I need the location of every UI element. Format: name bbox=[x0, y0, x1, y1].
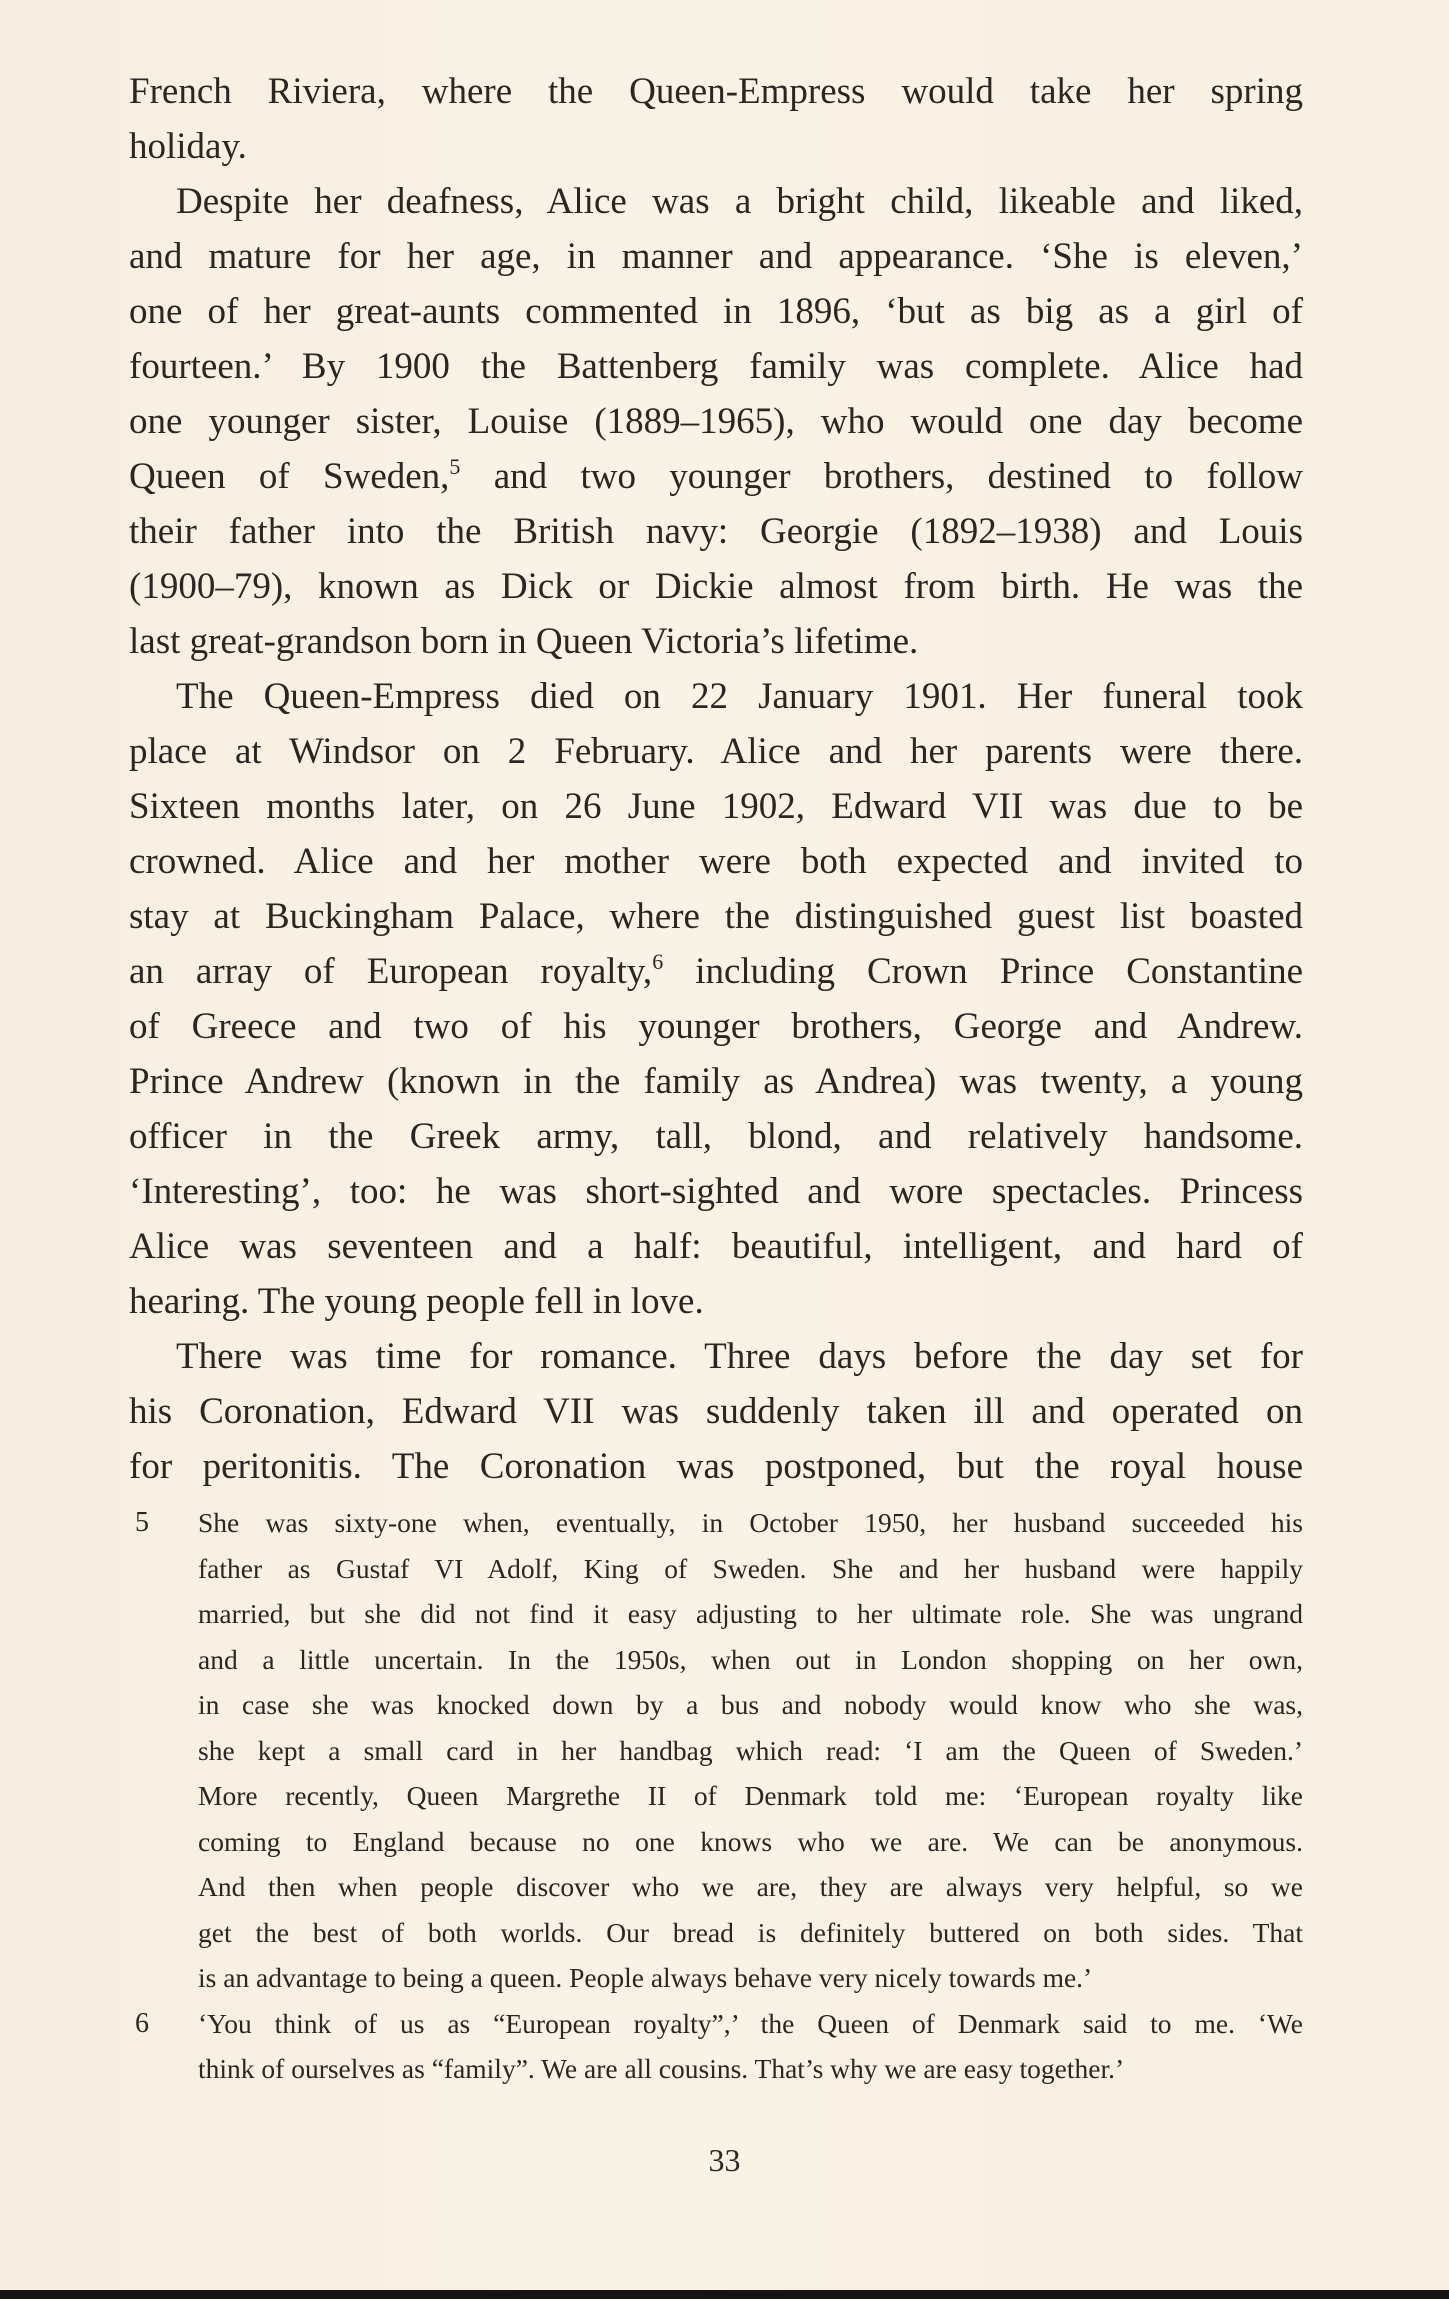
text-line: his Coronation, Edward VII was suddenly taken ill and operated on bbox=[129, 1391, 1303, 1432]
text-line: The Queen-Empress died on 22 January 1901. Her funeral took bbox=[176, 676, 1303, 717]
footnote-number: 5 bbox=[135, 1507, 149, 1538]
scan-edge bbox=[0, 2290, 1449, 2299]
footnote-line: she kept a small card in her handbag which read: ‘I am the Queen of Sweden.’ bbox=[198, 1734, 1303, 1766]
text-line: officer in the Greek army, tall, blond, and relatively handsome. bbox=[129, 1116, 1303, 1157]
footnote-line: and a little uncertain. In the 1950s, when out in London shopping on her own, bbox=[198, 1643, 1303, 1675]
text-line: for peritonitis. The Coronation was postponed, but the royal house bbox=[129, 1446, 1303, 1487]
footnote-line: married, but she did not find it easy adjusting to her ultimate role. She was ungrand bbox=[198, 1598, 1303, 1629]
text-line: and mature for her age, in manner and appearance. ‘She is eleven,’ bbox=[129, 236, 1303, 277]
paragraph bbox=[129, 174, 1303, 669]
text-line: Sixteen months later, on 26 June 1902, Edward VII was due to be bbox=[129, 786, 1303, 827]
text-line: one younger sister, Louise (1889–1965), who would one day become bbox=[129, 401, 1303, 442]
text-line: their father into the British navy: Georgie (1892–1938) and Louis bbox=[129, 511, 1303, 552]
text-line: Prince Andrew (known in the family as Andrea) was twenty, a young bbox=[129, 1061, 1303, 1102]
footnote-line: More recently, Queen Margrethe II of Denmark told me: ‘European royalty like bbox=[198, 1780, 1303, 1811]
text-line: last great-grandson born in Queen Victoria’s lifetime. bbox=[129, 621, 919, 662]
text-line: place at Windsor on 2 February. Alice and her parents were there. bbox=[129, 731, 1303, 772]
text-line: of Greece and two of his younger brothers, George and Andrew. bbox=[129, 1006, 1303, 1047]
footnote-line: in case she was knocked down by a bus and nobody would know who she was, bbox=[198, 1689, 1303, 1720]
paragraph bbox=[129, 1329, 1303, 1494]
text-line: Despite her deafness, Alice was a bright child, likeable and liked, bbox=[176, 181, 1303, 222]
text-line: French Riviera, where the Queen-Empress would take her spring bbox=[129, 71, 1303, 112]
footnote-ref: 6 bbox=[652, 949, 664, 974]
text-line: ‘Interesting’, too: he was short-sighted and wore spectacles. Princess bbox=[129, 1171, 1303, 1212]
text-line: Queen of Sweden,$^5$ and two younger brothers, destined to follow bbox=[129, 454, 1304, 497]
text-line: holiday. bbox=[129, 126, 247, 167]
footnote-line: think of ourselves as “family”. We are all cousins. That’s why we are easy together.’ bbox=[198, 2053, 1125, 2084]
footnote-line: coming to England because no one knows who we are. We can be anonymous. bbox=[198, 1825, 1303, 1857]
text-line: an array of European royalty,$^6$ including Crown Prince Constantine bbox=[129, 949, 1303, 992]
footnote-line: She was sixty-one when, eventually, in October 1950, her husband succeeded his bbox=[198, 1507, 1303, 1538]
footnote bbox=[135, 2001, 1303, 2092]
body-text bbox=[129, 64, 1303, 1494]
text-line: crowned. Alice and her mother were both expected and invited to bbox=[129, 841, 1303, 882]
text-line: Alice was seventeen and a half: beautiful, intelligent, and hard of bbox=[129, 1226, 1303, 1267]
text-line: stay at Buckingham Palace, where the distinguished guest list boasted bbox=[129, 896, 1303, 937]
page-number: 33 bbox=[708, 2142, 741, 2178]
footnotes bbox=[135, 1500, 1303, 2092]
text-line: (1900–79), known as Dick or Dickie almost from birth. He was the bbox=[129, 566, 1303, 607]
text-line: one of her great-aunts commented in 1896, ‘but as big as a girl of bbox=[129, 291, 1303, 332]
footnote-line: is an advantage to being a queen. People always behave very nicely towards me.’ bbox=[198, 1962, 1093, 1993]
paragraph bbox=[129, 64, 1303, 174]
footnote-number: 6 bbox=[135, 2007, 149, 2039]
paragraph bbox=[129, 669, 1303, 1329]
footnote-line: father as Gustaf VI Adolf, King of Sweden. She and her husband were happily bbox=[198, 1552, 1303, 1584]
footnote-ref: 5 bbox=[449, 454, 461, 479]
text-line: fourteen.’ By 1900 the Battenberg family was complete. Alice had bbox=[129, 346, 1303, 387]
footnote bbox=[135, 1500, 1303, 2001]
text-line: hearing. The young people fell in love. bbox=[129, 1281, 704, 1322]
footnote-line: And then when people discover who we are, they are always very helpful, so we bbox=[198, 1871, 1303, 1902]
footnote-line: get the best of both worlds. Our bread is definitely buttered on both sides. That bbox=[198, 1916, 1303, 1948]
text-line: There was time for romance. Three days before the day set for bbox=[176, 1336, 1303, 1377]
footnote-line: ‘You think of us as “European royalty”,’ the Queen of Denmark said to me. ‘We bbox=[198, 2007, 1303, 2039]
